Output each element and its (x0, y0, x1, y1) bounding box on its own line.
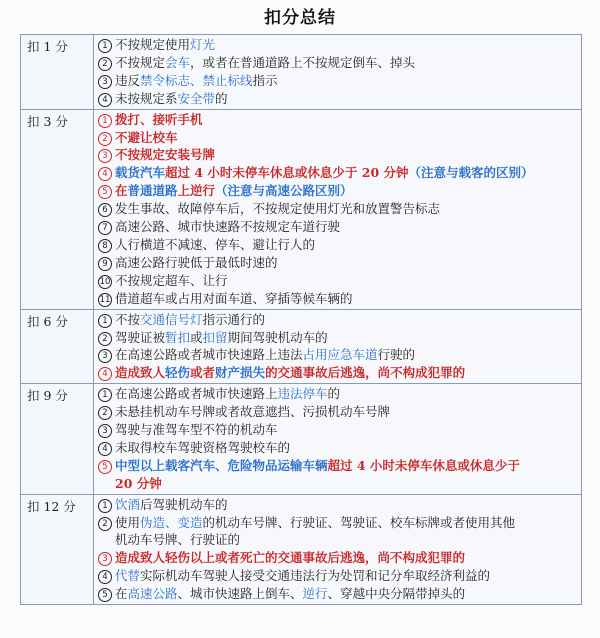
item-text-segment: 或者 (190, 365, 216, 381)
penalty-category-label: 扣 1 分 (21, 35, 94, 110)
item-number-marker: 2 (98, 332, 112, 346)
item-text-segment: 造成致人轻伤以上或者死亡的交通事故后逃逸，尚不构成犯罪的 (115, 550, 466, 566)
item-text-segment: 驾驶与准驾车型不符的机动车 (115, 422, 278, 438)
penalty-category-label: 扣 12 分 (21, 494, 94, 604)
penalty-items-cell (94, 384, 582, 494)
item-text-segment: 在 (115, 183, 128, 199)
item-number-marker: 11 (99, 294, 111, 305)
penalty-section-row (21, 35, 582, 110)
item-text-segment: 发生事故、故障停车后，不按规定使用灯光和放置警告标志 (115, 201, 441, 217)
penalty-item-line (98, 364, 581, 382)
item-text-segment: 或 (190, 329, 203, 345)
item-text-segment: 超过 4 小时未停车休息或休息少于 (327, 457, 520, 473)
item-text-segment: 、城市快速路上倒车、 (177, 586, 303, 602)
item-text-segment: 饮酒 (115, 496, 141, 512)
item-number-marker: 5 (98, 460, 112, 474)
item-text-segment: 不按规定超车、让行 (115, 272, 228, 288)
item-text-segment: 机动车号牌、行驶证的 (115, 532, 241, 548)
penalty-category-label: 扣 6 分 (21, 309, 94, 384)
item-text-segment: 扣留 (202, 329, 228, 345)
item-text-segment: 灯光 (190, 37, 216, 52)
penalty-item-line (98, 496, 581, 514)
penalty-table (20, 34, 582, 605)
item-number-marker: 2 (98, 57, 112, 71)
item-number-marker: 2 (98, 517, 112, 531)
item-number-marker: 3 (98, 552, 112, 566)
item-number-marker: 1 (98, 314, 112, 328)
penalty-item-line (98, 311, 581, 329)
item-text-segment: 不按规定 (115, 54, 166, 70)
item-number-marker: 3 (98, 349, 112, 363)
item-number-marker: 4 (98, 442, 112, 456)
item-text-segment: 高速公路、城市快速路不按规定车道行驶 (115, 219, 341, 235)
item-text-segment: 占用应急车道 (302, 347, 378, 363)
item-text-segment: 在高速公路或者城市快速路上违法 (115, 347, 303, 363)
penalty-item-line (98, 182, 581, 200)
item-number-marker: 7 (98, 221, 112, 235)
item-number-marker: 4 (98, 167, 112, 181)
penalty-item-line (98, 146, 581, 164)
item-number-marker: 1 (98, 114, 112, 128)
item-text-segment: 驾驶证被 (115, 329, 166, 345)
item-text-segment: 的交通事故后逃逸，尚不构成犯罪的 (265, 365, 466, 381)
penalty-category-label: 扣 9 分 (21, 384, 94, 494)
item-number-marker: 1 (98, 499, 112, 513)
item-text-segment: 造成致人 (115, 365, 166, 381)
penalty-item-line (98, 218, 581, 236)
page-title: 扣分总结 (264, 8, 336, 28)
item-text-segment: 不按规定安装号牌 (115, 147, 216, 163)
penalty-item-line (98, 111, 581, 129)
penalty-table-body (21, 35, 582, 605)
item-number-marker: 5 (98, 185, 112, 199)
item-text-segment: 伪造、变造 (140, 514, 203, 530)
penalty-item-line (98, 129, 581, 147)
item-number-marker: 5 (98, 588, 112, 602)
item-text-segment: 会车 (165, 54, 191, 70)
item-text-segment: 的 (327, 386, 341, 402)
penalty-item-line (98, 475, 581, 493)
penalty-item-line (98, 346, 581, 364)
penalty-item-line (98, 585, 581, 603)
penalty-section-row (21, 494, 582, 604)
item-text-segment: 借道超车或占用对面车道、穿插等候车辆的 (115, 290, 353, 306)
item-text-segment: 未悬挂机动车号牌或者故意遮挡、污损机动车号牌 (115, 404, 391, 420)
penalty-items-cell (94, 494, 582, 604)
penalty-items-cell (94, 35, 582, 110)
penalty-item-line (98, 514, 581, 532)
item-number-marker: 10 (99, 276, 111, 287)
item-text-segment: 指示通行的 (202, 311, 266, 327)
item-text-segment: 不按规定使用 (115, 37, 191, 52)
penalty-item-line (98, 72, 581, 90)
item-text-segment: 违法停车 (277, 386, 328, 402)
penalty-item-line (98, 54, 581, 72)
item-text-segment: 在高速公路或者城市快速路上 (115, 386, 278, 402)
penalty-item-line (98, 272, 581, 290)
penalty-item-line (98, 236, 581, 254)
item-text-segment: 高速公路 (127, 586, 178, 602)
penalty-item-line (98, 329, 581, 347)
item-number-marker: 4 (98, 570, 112, 584)
penalty-item-line (98, 90, 581, 108)
item-text-segment: （注意与载客的区别） (408, 165, 534, 181)
item-text-segment: 上逆行 (177, 183, 216, 199)
item-number-marker: 3 (98, 424, 112, 438)
penalty-item-line (98, 36, 581, 54)
item-text-segment: 不避让校车 (115, 129, 178, 145)
item-text-segment: 的机动车号牌、行驶证、驾驶证、校车标牌或者使用其他 (202, 514, 516, 530)
item-text-segment: 禁令标志、禁止标线 (140, 72, 253, 88)
penalty-items-cell (94, 309, 582, 384)
item-text-segment: 超过 4 小时未停车休息或休息少于 20 分钟 (165, 165, 409, 181)
item-text-segment: 轻伤 (165, 365, 191, 381)
item-text-segment: ，或者在普通道路上不按规定倒车、掉头 (190, 54, 416, 70)
item-text-segment: 交通信号灯 (140, 311, 203, 327)
penalty-section-row (21, 109, 582, 309)
item-number-marker: 8 (98, 239, 112, 253)
item-text-segment: 未取得校车驾驶资格驾驶校车的 (115, 439, 291, 455)
penalty-item-line (98, 290, 581, 308)
penalty-item-line (98, 403, 581, 421)
item-number-marker: 3 (98, 75, 112, 89)
item-text-segment: 财产损失 (215, 365, 266, 381)
item-text-segment: 人行横道不减速、停车、避让行人的 (115, 236, 316, 252)
penalty-items-cell (94, 109, 582, 309)
item-text-segment: 中型以上载客汽车、危险物品运输车辆 (115, 457, 328, 473)
item-text-segment: 高速公路行驶低于最低时速的 (115, 254, 278, 270)
item-text-segment: 暂扣 (165, 329, 191, 345)
item-number-marker: 9 (98, 257, 112, 271)
item-number-marker: 4 (98, 367, 112, 381)
penalty-item-line (98, 439, 581, 457)
item-number-marker: 6 (98, 203, 112, 217)
item-number-marker: 2 (98, 132, 112, 146)
penalty-item-line (98, 457, 581, 475)
item-text-segment: 逆行 (302, 586, 328, 602)
item-text-segment: （注意与高速公路区别） (215, 183, 353, 199)
item-number-marker: 3 (98, 149, 112, 163)
item-text-segment: 违反 (115, 72, 141, 88)
penalty-item-line (98, 164, 581, 182)
item-number-marker: 2 (98, 406, 112, 420)
item-number-marker: 1 (98, 39, 112, 53)
item-text-segment: 不按 (115, 311, 141, 327)
item-text-segment: 在 (115, 586, 128, 602)
penalty-section-row (21, 309, 582, 384)
penalty-section-row (21, 384, 582, 494)
item-text-segment: 实际机动车驾驶人接受交通违法行为处罚和记分牟取经济利益的 (140, 568, 491, 584)
item-text-segment: 安全带 (177, 90, 216, 106)
item-text-segment: 拨打、接听手机 (115, 111, 203, 127)
penalty-item-line (98, 200, 581, 218)
penalty-item-line (98, 421, 581, 439)
penalty-item-line (98, 254, 581, 272)
penalty-item-line (98, 531, 581, 549)
item-text-segment: 的 (215, 90, 228, 106)
item-text-segment: 载货汽车 (115, 165, 166, 181)
item-number-marker: 1 (98, 388, 112, 402)
item-text-segment: 普通道路 (127, 183, 178, 199)
item-text-segment: 期间驾驶机动车的 (227, 329, 328, 345)
item-text-segment: 代替 (115, 568, 141, 584)
penalty-category-label: 扣 3 分 (21, 109, 94, 309)
penalty-item-line (98, 549, 581, 567)
item-text-segment: 未按规定系 (115, 90, 178, 106)
item-text-segment: 指示 (252, 72, 278, 88)
penalty-item-line (98, 385, 581, 403)
item-text-segment: 使用 (115, 514, 141, 530)
penalty-item-line (98, 567, 581, 585)
item-number-marker: 4 (98, 93, 112, 107)
item-text-segment: 后驾驶机动车的 (140, 496, 228, 512)
item-text-segment: 、穿越中央分隔带掉头的 (327, 586, 466, 602)
item-text-segment: 行驶的 (377, 347, 416, 363)
item-text-segment: 20 分钟 (115, 475, 162, 491)
